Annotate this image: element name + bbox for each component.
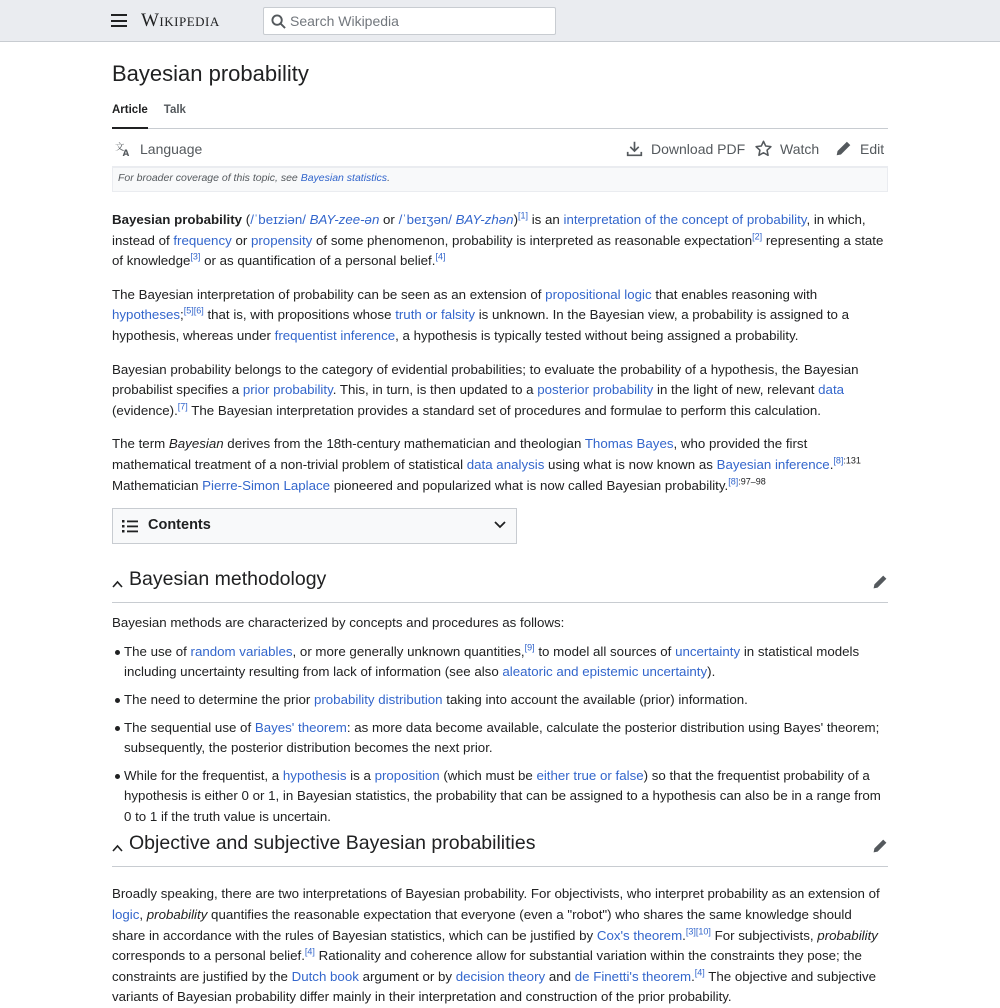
pencil-icon <box>835 140 852 157</box>
tab-talk[interactable]: Talk <box>163 104 186 116</box>
article-link[interactable]: [10] <box>695 926 711 937</box>
download-pdf-label: Download PDF <box>651 140 746 157</box>
language-button[interactable] <box>115 140 202 157</box>
header <box>0 0 1000 42</box>
chevron-up-icon[interactable] <box>112 844 123 852</box>
watch-label: Watch <box>780 140 820 157</box>
article-link[interactable]: [3] <box>685 926 696 937</box>
article-link[interactable]: uncertainty <box>675 643 741 659</box>
section-heading-methodology <box>112 568 888 603</box>
list-item: The sequential use of Bayes' theorem: as more data become available, calculate the posterior distribution using Bayes' theorem; subsequently, the posterior distribution becomes the next prior. <box>124 718 888 759</box>
hatnote: For broader coverage of this topic, see Bayesian statistics. <box>112 167 888 192</box>
article-link[interactable]: [8] <box>728 476 739 487</box>
language-label: Language <box>140 140 203 157</box>
contents-label: Contents <box>148 517 211 534</box>
article-link[interactable]: logic <box>112 907 140 923</box>
paragraph: Bayesian probability (/ˈbeɪziən/ BAY-zee-ən or /ˈbeɪʒən/ BAY-zhən)[1] is an interpretation of the concept of probability, in which, instead of frequency or propensity of some phenomenon, probability is interpreted as reasonable expectation[2] representing a state of knowledge[3] or as quantification of a personal belief.[4] <box>112 210 884 269</box>
methodology-list <box>112 642 888 828</box>
article-link[interactable]: [4] <box>694 967 705 978</box>
list-item: While for the frequentist, a hypothesis is a proposition (which must be either true or false) so that the frequentist probability of a hypothesis is either 0 or 1, in Bayesian statistics, the probability that can be assigned to a hypothesis can also be in a range from 0 to 1 if the truth value is uncertain. <box>124 766 888 828</box>
article-link[interactable]: BAY-zhən <box>455 212 514 227</box>
article-link[interactable]: [3] <box>190 251 201 262</box>
search-input[interactable] <box>290 8 550 34</box>
menu-icon[interactable] <box>111 14 127 27</box>
article-link[interactable]: random variables <box>190 643 293 659</box>
list-item: The need to determine the prior probability distribution taking into account the available (prior) information. <box>124 690 888 711</box>
article-link[interactable]: propositional logic <box>545 286 652 302</box>
article-link[interactable]: proposition <box>374 767 440 783</box>
page-tabs <box>112 104 888 129</box>
article-link[interactable]: truth or falsity <box>395 307 475 323</box>
article-link[interactable]: Dutch book <box>291 968 359 984</box>
main-content <box>112 42 888 1008</box>
article-link[interactable]: /ˈbeɪʒən/ <box>398 212 452 227</box>
article-link[interactable]: data analysis <box>466 456 545 472</box>
article-link[interactable]: [6] <box>193 305 204 316</box>
paragraph: Broadly speaking, there are two interpretations of Bayesian probability. For objectivists, who interpret probability as an extension of logic, probability quantifies the reasonable expectation that everyone (even a "robot") who shares the same knowledge should share in accordance with the rules of Bayesian statistics, which can be justified by Cox's theorem.[3][10] For subjectivists, probability corresponds to a personal belief.[4] Rationality and coherence allow for substantial variation within the constraints they pose; the constraints are justified by the Dutch book argument or by decision theory and de Finetti's theorem.[4] The objective and subjective variants of Bayesian probability differ mainly in their interpretation and construction of the prior probability. <box>112 886 880 1005</box>
article-link[interactable]: frequency <box>173 232 232 248</box>
paragraph: The Bayesian interpretation of probability can be seen as an extension of propositional logic that enables reasoning with hypotheses;[5][6] that is, with propositions whose truth or falsity is unknown. In the Bayesian view, a probability is assigned to a hypothesis, whereas under frequentist inference, a hypothesis is typically tested without being assigned a probability. <box>112 286 850 343</box>
article-link[interactable]: prior probability <box>242 382 333 398</box>
chevron-up-icon[interactable] <box>112 580 123 588</box>
section-title: Bayesian methodology <box>129 568 327 591</box>
article-link[interactable]: Thomas Bayes <box>584 436 674 452</box>
article-link[interactable]: [4] <box>435 251 446 262</box>
search-box[interactable] <box>263 7 556 35</box>
watch-button[interactable] <box>755 140 819 157</box>
svg-text:A: A <box>122 149 130 157</box>
svg-text:文: 文 <box>115 142 125 154</box>
article-link[interactable]: /ˈbeɪziən/ <box>250 212 306 227</box>
article-link[interactable]: data <box>818 382 845 398</box>
article-link[interactable]: [4] <box>304 946 315 957</box>
article-link[interactable]: propensity <box>250 232 313 248</box>
article-link[interactable]: [7] <box>177 401 188 412</box>
article-link[interactable]: Bayes' theorem <box>254 719 347 735</box>
table-of-contents[interactable] <box>112 508 517 544</box>
article-link[interactable]: BAY-zee-ən <box>309 212 380 227</box>
article-link[interactable]: either true or false <box>536 767 644 783</box>
edit-button[interactable] <box>835 140 884 157</box>
article-link[interactable]: [5] <box>183 305 194 316</box>
paragraph: Bayesian probability belongs to the category of evidential probabilities; to evaluate the probability of a hypothesis, the Bayesian probabilist specifies a prior probability. This, in turn, is then updated to a posterior probability in the light of new, relevant data (evidence).[7] The Bayesian interpretation provides a standard set of procedures and formulae to perform this calculation. <box>112 361 859 418</box>
wikipedia-logo[interactable]: Wikipedia <box>141 10 220 31</box>
article-link[interactable]: Pierre-Simon Laplace <box>202 477 331 493</box>
list-item: The use of random variables, or more generally unknown quantities,[9] to model all sources of uncertainty in statistical models including uncertainty resulting from lack of information (see also aleatoric and epistemic uncertainty). <box>124 642 888 683</box>
download-icon <box>626 140 643 157</box>
paragraph: Bayesian methods are characterized by concepts and procedures as follows: <box>112 615 565 631</box>
star-icon <box>755 140 772 157</box>
article-link[interactable]: decision theory <box>455 968 546 984</box>
article-link[interactable]: aleatoric and epistemic uncertainty <box>502 664 708 680</box>
article-link[interactable]: de Finetti's theorem <box>574 968 692 984</box>
list-icon <box>122 519 138 533</box>
download-pdf-button[interactable] <box>626 140 745 157</box>
article-link[interactable]: [8] <box>833 455 844 466</box>
pencil-icon[interactable] <box>872 574 888 590</box>
search-icon <box>271 14 286 29</box>
language-icon <box>115 140 132 157</box>
article-link[interactable]: [1] <box>518 210 529 221</box>
article-link[interactable]: posterior probability <box>537 382 654 398</box>
article-link[interactable]: interpretation of the concept of probability <box>563 212 807 227</box>
paragraph: The term Bayesian derives from the 18th-century mathematician and theologian Thomas Bayes, who provided the first mathematical treatment of a non-trivial problem of statistical data analysis using what is now known as Bayesian inference.$^{[8]:131}$ Mathematician Pierre-Simon Laplace pioneered and popularized what is now called Bayesian probability.$^{[8]:97-98}$ <box>112 436 861 493</box>
article-link[interactable]: hypothesis <box>282 767 347 783</box>
article-link[interactable]: Bayesian inference <box>716 456 830 472</box>
chevron-down-icon[interactable] <box>494 521 506 529</box>
section-title: Objective and subjective Bayesian probabilities <box>129 832 536 855</box>
tab-article[interactable]: Article <box>112 104 148 129</box>
article-link[interactable]: [9] <box>524 642 535 653</box>
pencil-icon[interactable] <box>872 838 888 854</box>
article-link[interactable]: Cox's theorem <box>596 927 683 943</box>
article-link[interactable]: frequentist inference <box>274 327 396 343</box>
page-toolbar <box>112 129 888 167</box>
page-title: Bayesian probability <box>112 61 309 86</box>
section-heading-objective <box>112 832 888 867</box>
article-link[interactable]: [2] <box>752 231 763 242</box>
article-link[interactable]: probability distribution <box>313 691 443 707</box>
article-link[interactable]: hypotheses <box>112 307 181 323</box>
edit-label: Edit <box>860 140 885 157</box>
hatnote-link[interactable]: Bayesian statistics <box>300 172 388 184</box>
